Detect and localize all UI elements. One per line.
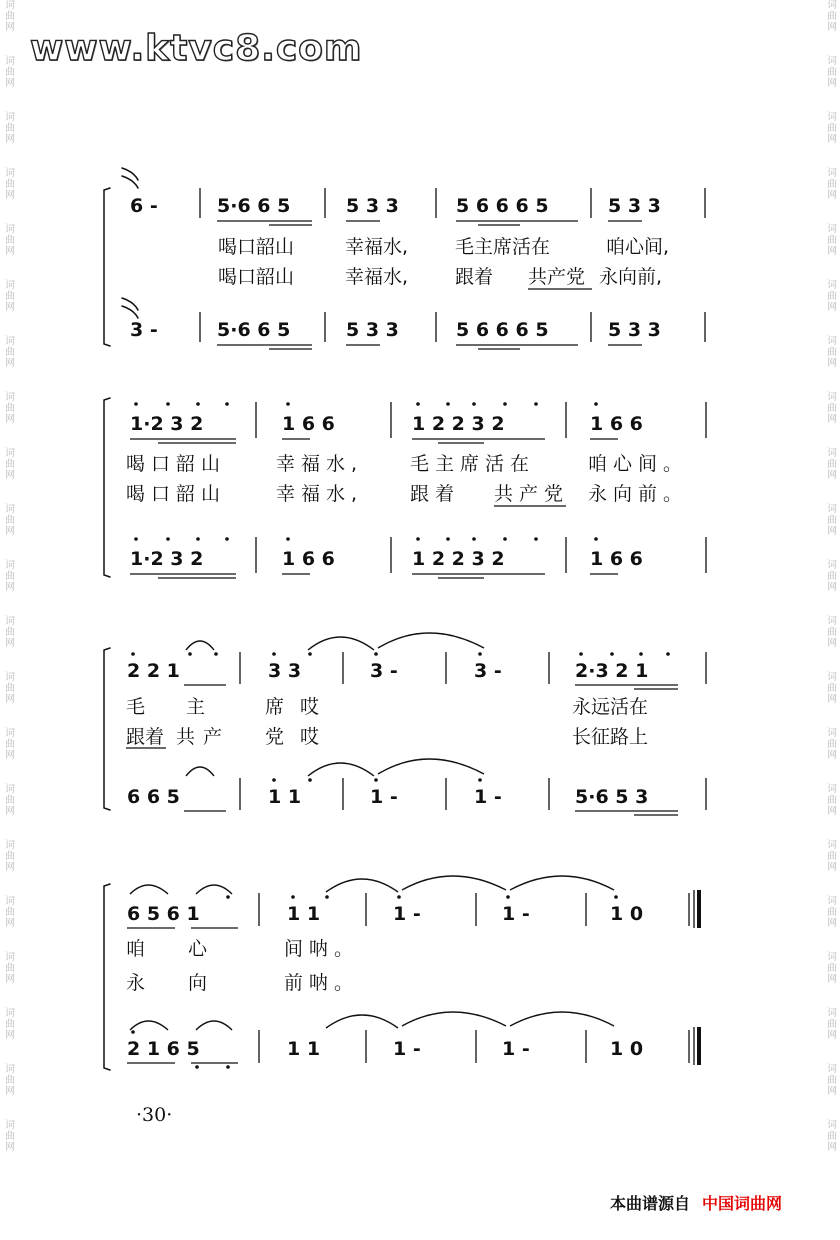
site-watermark: www.ktvc8.com (30, 28, 363, 69)
lyric-line: 喝口韶山 (126, 453, 227, 475)
notation-measure: 2·3 2 1 (575, 660, 649, 682)
lyric-line: 跟着 (410, 483, 461, 505)
notation-measure: 1 6 6 (590, 548, 643, 570)
notation-measure: 3 - (130, 319, 158, 341)
notation-measure: 1 - (393, 1038, 421, 1060)
notation-measure: 1 - (393, 903, 421, 925)
lyric-line: 永向前。 (588, 483, 689, 505)
lyric-line: 喝口韶山 (126, 483, 227, 505)
notation-measure: 3 - (474, 660, 502, 682)
lyric-line: 共产党 (528, 266, 586, 288)
lyric-line: 席 (265, 696, 285, 718)
system-bracket-2 (104, 398, 110, 577)
notation-measure: 3 3 (268, 660, 302, 682)
lyric-line: 幸福水, (345, 236, 409, 258)
lyric-line: 咱 (126, 938, 146, 960)
notation-measure: 5·6 6 5 (217, 195, 291, 217)
final-barline (694, 890, 699, 1065)
system-bracket-4 (104, 884, 110, 1070)
notation-measure: 1 2 2 3 2 (412, 548, 505, 570)
lyric-line: 间呐。 (284, 938, 360, 960)
notation-measure: 1 6 6 (590, 413, 643, 435)
system-bracket-1 (104, 188, 110, 346)
lyric-line: 永 (126, 972, 146, 994)
lyric-line: 永远活在 (572, 696, 649, 718)
lyric-line: 党 (265, 726, 285, 748)
notation-measure: 1 - (474, 786, 502, 808)
notation-measure: 1·2 3 2 (130, 413, 204, 435)
lyric-line: 哎 (300, 726, 320, 748)
source-credit (610, 1191, 782, 1214)
breath-mark (122, 168, 138, 188)
system-bracket-3 (104, 648, 110, 810)
lyric-line: 幸福水, (276, 483, 364, 505)
notation-measure: 5·6 6 5 (217, 319, 291, 341)
notation-measure: 1 0 (610, 903, 644, 925)
notation-measure: 5 6 6 6 5 (456, 195, 549, 217)
lyric-line: 咱心间。 (588, 453, 689, 475)
notation-measure: 1 - (502, 903, 530, 925)
notation-measure: 5 3 3 (608, 319, 661, 341)
lyric-line: 前呐。 (284, 972, 360, 994)
lyric-line: 咱心间, (606, 236, 670, 258)
notation-measure: 2 2 1 (127, 660, 180, 682)
notation-measure: 2 1 6 5 (127, 1038, 200, 1060)
breath-mark (122, 298, 138, 318)
notation-measure: 1 - (502, 1038, 530, 1060)
notation-measure: 5 3 3 (346, 319, 399, 341)
lyric-line: 毛 (126, 696, 146, 718)
notation-measure: 5 3 3 (346, 195, 399, 217)
notation-measure: 1 0 (610, 1038, 644, 1060)
notation-measure: 3 - (370, 660, 398, 682)
notation-measure: 1 - (370, 786, 398, 808)
notation-measure: 1·2 3 2 (130, 548, 204, 570)
lyric-line: 向 (188, 972, 208, 994)
lyric-line: 幸福水, (276, 453, 364, 475)
source-label: 本曲谱源自 (610, 1194, 691, 1213)
lyric-line: 主 (186, 696, 206, 718)
notation-measure: 6 - (130, 195, 158, 217)
lyric-line: 哎 (300, 696, 320, 718)
lyric-line: 跟着 (126, 726, 165, 748)
lyric-line: 毛主席活在 (455, 236, 551, 258)
lyric-line: 幸福水, (345, 266, 409, 288)
source-site-link[interactable]: 中国词曲网 (702, 1194, 783, 1213)
slurs-system-3 (186, 633, 484, 776)
notation-measure: 1 1 (268, 786, 302, 808)
lyric-line: 跟着 (455, 266, 494, 288)
lyric-line: 产 (203, 726, 223, 748)
lyric-line: 喝口韶山 (218, 266, 295, 288)
right-edge-watermark: 词 曲 网 词 曲 网 词 曲 网 词 曲 网 词 曲 网 词 曲 网 词 曲 网 词 曲 网 词 曲 网 词 曲 网 词 曲 网 词 曲 网 词 曲 网 词 曲 网 词 曲 网 词 曲 网 词 曲 网 词 曲 网 词 曲 网 词 曲 网 词 曲 网 (827, 0, 837, 1153)
notation-measure: 1 2 2 3 2 (412, 413, 505, 435)
lyric-line: 共产党 (494, 483, 570, 505)
lyric-line: 共 (176, 726, 196, 748)
notation-measure: 5·6 5 3 (575, 786, 649, 808)
lyric-line: 心 (188, 938, 208, 960)
lyric-line: 毛主席活在 (410, 453, 536, 475)
page-number: ·30· (136, 1104, 173, 1126)
lyric-line: 喝口韶山 (218, 236, 295, 258)
left-edge-watermark: 词 曲 网 词 曲 网 词 曲 网 词 曲 网 词 曲 网 词 曲 网 词 曲 网 词 曲 网 词 曲 网 词 曲 网 词 曲 网 词 曲 网 词 曲 网 词 曲 网 词 曲 网 词 曲 网 词 曲 网 词 曲 网 词 曲 网 词 曲 网 词 曲 网 (5, 0, 15, 1153)
notation-measure: 1 1 (287, 903, 321, 925)
lyric-line: 永向前, (599, 266, 663, 288)
notation-measure: 5 6 6 6 5 (456, 319, 549, 341)
notation-measure: 5 3 3 (608, 195, 661, 217)
notation-measure: 1 1 (287, 1038, 321, 1060)
notation-measure: 6 5 6 1 (127, 903, 200, 925)
notation-measure: 1 6 6 (282, 548, 335, 570)
notation-measure: 6 6 5 (127, 786, 180, 808)
lyric-line: 长征路上 (572, 726, 649, 748)
notation-measure: 1 6 6 (282, 413, 335, 435)
